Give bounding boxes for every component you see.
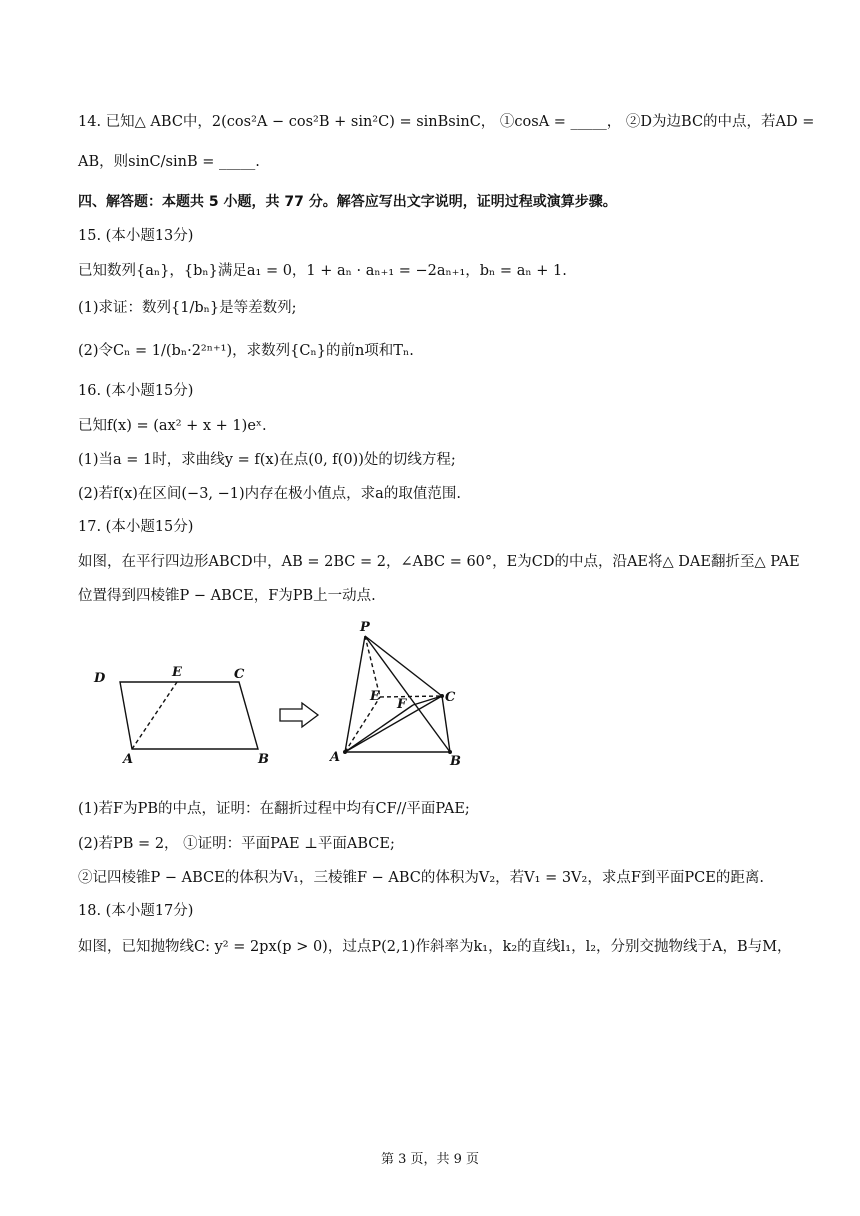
label-c: C (234, 667, 245, 682)
q15-stem: 已知数列{aₙ}，{bₙ}满足a₁ = 0，1 + aₙ · aₙ₊₁ = −2aₙ₊₁，bₙ = aₙ + 1. (78, 263, 567, 279)
q17-stem-line1: 如图，在平行四边形ABCD中，AB = 2BC = 2，∠ABC = 60°，E为CD的中点，沿AE将△ DAE翻折至△ PAE (78, 554, 800, 570)
q15-part2: (2)令Cₙ = 1/(bₙ·2²ⁿ⁺¹)，求数列{Cₙ}的前n项和Tₙ. (78, 343, 414, 359)
q16-part1: (1)当a = 1时，求曲线y = f(x)在点(0, f(0))处的切线方程; (78, 452, 456, 468)
q14-line1: 14. 已知△ ABC中，2(cos²A − cos²B + sin²C) = sinBsinC， ①cosA = _____， ②D为边BC的中点，若AD = (78, 114, 815, 130)
section-heading: 四、解答题：本题共 5 小题，共 77 分。解答应写出文字说明，证明过程或演算步骤。 (78, 194, 617, 210)
q17-part2-1: (2)若PB = 2， ①证明：平面PAE ⊥平面ABCE; (78, 836, 395, 852)
label-e: E (172, 665, 182, 680)
q14-line2: AB，则sinC/sinB = _____. (78, 154, 260, 170)
label-f: F (397, 697, 407, 712)
arrow-shape (280, 703, 318, 727)
q18-stem: 如图，已知抛物线C: y² = 2px(p > 0)，过点P(2,1)作斜率为k₁，k₂的直线l₁，l₂，分别交抛物线于A，B与M， (78, 939, 792, 955)
q17-stem-line2: 位置得到四棱锥P − ABCE，F为PB上一动点. (78, 588, 376, 604)
label-p: P (360, 620, 370, 635)
label-a-pyramid: A (330, 750, 341, 765)
q15-title: 15. (本小题13分) (78, 228, 194, 244)
pyramid-figure (345, 636, 450, 752)
q15-part1: (1)求证：数列{1/bₙ}是等差数列; (78, 300, 297, 316)
edge-ac (345, 696, 442, 752)
label-a: A (123, 752, 134, 767)
parallelogram-figure (120, 682, 258, 749)
q18-title: 18. (本小题17分) (78, 903, 194, 919)
q17-part1: (1)若F为PB的中点，证明：在翻折过程中均有CF//平面PAE; (78, 801, 470, 817)
q17-part2-2: ②记四棱锥P − ABCE的体积为V₁，三棱锥F − ABC的体积为V₂，若V₁ = 3V₂，求点F到平面PCE的距离. (78, 870, 764, 886)
label-e-pyramid: E (370, 689, 380, 704)
label-b-pyramid: B (450, 754, 461, 769)
label-c-pyramid: C (445, 690, 456, 705)
page-footer: 第 3 页，共 9 页 (380, 1152, 480, 1167)
edge-pc (365, 636, 442, 696)
label-b: B (258, 752, 269, 767)
q17-figure (80, 615, 480, 775)
dashed-ec (380, 696, 442, 697)
q17-title: 17. (本小题15分) (78, 519, 194, 535)
dashed-ae (132, 682, 177, 749)
point-c (440, 694, 444, 698)
point-a (343, 750, 347, 754)
edge-pa (345, 636, 365, 752)
q16-part2: (2)若f(x)在区间(−3, −1)内存在极小值点，求a的取值范围. (78, 486, 461, 502)
q16-title: 16. (本小题15分) (78, 383, 194, 399)
label-d: D (94, 671, 106, 686)
segment-af (345, 705, 413, 752)
parallelogram-abcd (120, 682, 258, 749)
q16-stem: 已知f(x) = (ax² + x + 1)eˣ. (78, 418, 267, 434)
